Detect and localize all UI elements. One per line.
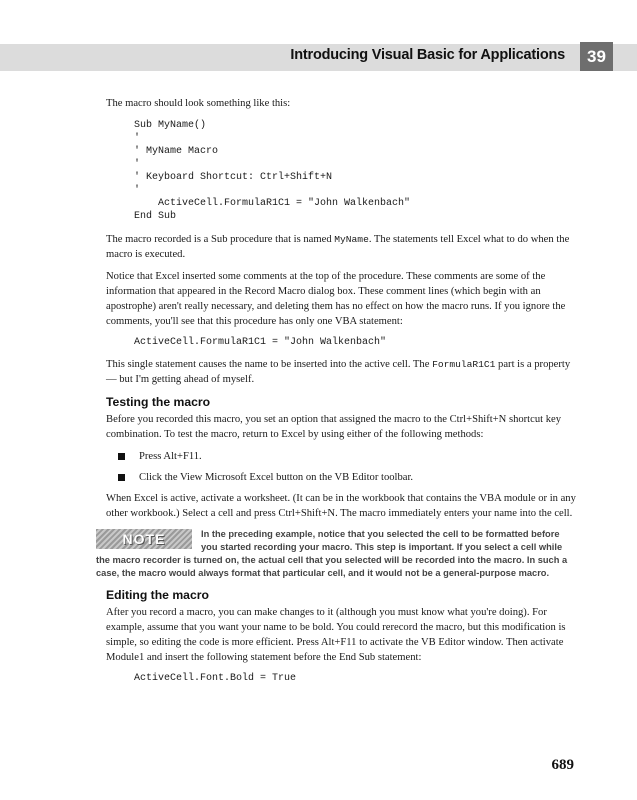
bullet-square-icon (118, 453, 125, 460)
intro-paragraph: The macro should look something like this: (106, 98, 291, 109)
code-listing-statement: ActiveCell.FormulaR1C1 = "John Walkenbach" (134, 337, 387, 348)
text-span: The macro recorded is a Sub procedure that is named (106, 234, 335, 245)
note-badge-icon (96, 529, 192, 549)
paragraph-single-statement (106, 357, 576, 387)
text-span: . The statements tell Excel what to do when the macro is executed. (106, 234, 570, 260)
note-callout (96, 528, 576, 580)
section-heading-editing: Editing the macro (106, 588, 209, 602)
list-item (118, 449, 576, 464)
running-header-title: Introducing Visual Basic for Applications (290, 47, 565, 63)
inline-code: MyName (334, 234, 369, 245)
paragraph-comments: Notice that Excel inserted some comments at the top of the procedure. These comments are some of the information that appeared in the Record Macro dialog box. These comment lines (which begin with an apostrophe) aren't really necessary, and deleting them has no effect on how the macro runs. If you ignore the comments, you'll see that this procedure has only one VBA statement: (106, 271, 566, 327)
bullet-square-icon (118, 474, 125, 481)
paragraph-activate: When Excel is active, activate a worksheet. (It can be in the workbook that contains the VBA module or in any other workbook.) Select a cell and press Ctrl+Shift+N. The macro immediately enters your name into the cell. (106, 493, 576, 519)
methods-list (118, 449, 576, 485)
code-listing-macro: Sub MyName() ' ' MyName Macro ' ' Keyboard Shortcut: Ctrl+Shift+N ' ActiveCell.FormulaR1C1 = "John Walkenbach" End Sub (134, 120, 411, 222)
list-item (118, 470, 576, 485)
list-item-text: Click the View Microsoft Excel button on the VB Editor toolbar. (139, 472, 414, 483)
list-item-text: Press Alt+F11. (139, 451, 202, 462)
page-body (96, 96, 576, 693)
text-span: part is a property — but I'm getting ahead of myself. (106, 359, 571, 385)
page-number: 689 (551, 757, 574, 773)
code-listing-bold: ActiveCell.Font.Bold = True (134, 673, 297, 684)
chapter-number-badge: 39 (580, 42, 613, 71)
inline-code: FormulaR1C1 (432, 359, 496, 370)
paragraph-editing: After you record a macro, you can make changes to it (although you must know what you're doing). For example, assume that you want your name to be bold. You could rerecord the macro, but this modification is simple, so editing the code is more efficient. Press Alt+F11 to activate the VB Editor window. Then activate Module1 and insert the following statement before the End Sub statement: (106, 607, 566, 663)
paragraph-testing: Before you recorded this macro, you set an option that assigned the macro to the Ctrl+Shift+N shortcut key combination. To test the macro, return to Excel by using either of the following methods: (106, 414, 562, 440)
note-text: In the preceding example, notice that you selected the cell to be formatted before you started recording your macro. This step is important. If you select a cell while the macro recorder is turned on, the actual cell that you selected will be recorded into the macro. In such a case, the macro would always format that particular cell, and it would not be a general-purpose macro. (96, 529, 568, 578)
note-label: NOTE (122, 530, 166, 547)
paragraph-sub-procedure (106, 232, 576, 262)
section-heading-testing: Testing the macro (106, 395, 211, 409)
text-span: This single statement causes the name to be inserted into the active cell. The (106, 359, 433, 370)
